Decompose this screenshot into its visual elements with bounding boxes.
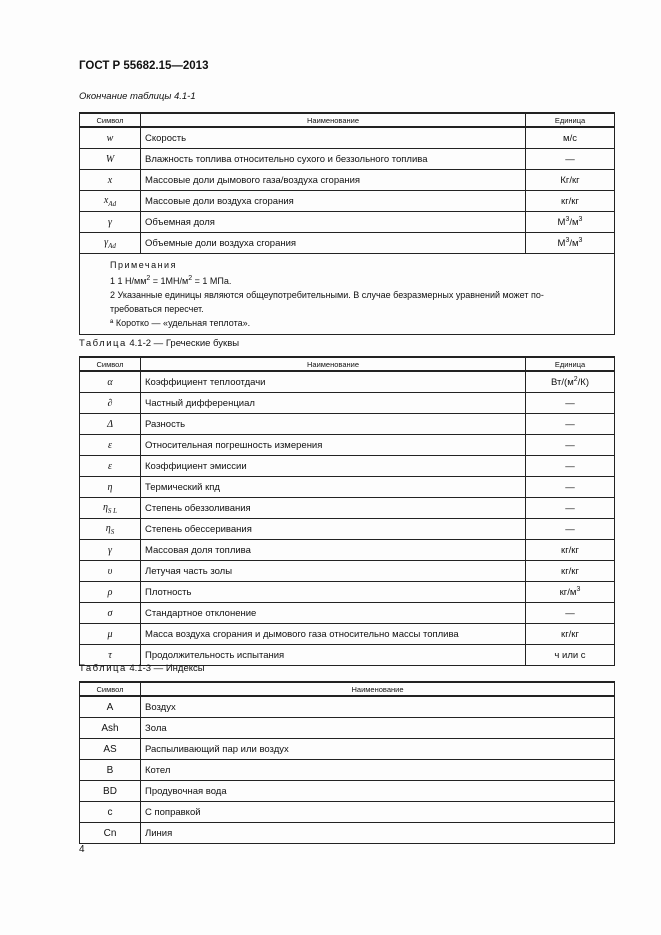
unit-cell: кг/кг	[526, 561, 615, 582]
table-row	[80, 561, 615, 582]
unit-cell: —	[526, 603, 615, 624]
symbol-cell: B	[80, 760, 141, 781]
unit-cell: $кг/м^3$	[526, 582, 615, 603]
name-cell: Объемные доли воздуха сгорания	[141, 233, 526, 254]
table-row	[80, 233, 615, 254]
unit-cell: м/с	[526, 127, 615, 149]
table-row	[80, 456, 615, 477]
col-symbol: Символ	[80, 357, 141, 371]
table-row	[80, 435, 615, 456]
symbol-cell: μ	[80, 624, 141, 645]
table-row	[80, 170, 615, 191]
unit-cell: $М^3/м^3$	[526, 233, 615, 254]
unit-cell: ч или с	[526, 645, 615, 666]
table-row	[80, 519, 615, 540]
symbol-cell: w	[80, 127, 141, 149]
unit-cell: Кг/кг	[526, 170, 615, 191]
unit-cell: —	[526, 393, 615, 414]
symbol-cell: τ	[80, 645, 141, 666]
col-name: Наименование	[141, 357, 526, 371]
symbol-cell: ∂	[80, 393, 141, 414]
symbol-cell: σ	[80, 603, 141, 624]
symbol-cell: c	[80, 802, 141, 823]
notes-title: Примечания	[110, 260, 177, 270]
symbol-cell: A	[80, 696, 141, 718]
table-row	[80, 127, 615, 149]
name-cell: Частный дифференциал	[141, 393, 526, 414]
table-row	[80, 477, 615, 498]
table2	[79, 356, 615, 666]
unit-cell: —	[526, 435, 615, 456]
col-unit: Единица	[526, 113, 615, 127]
name-cell: Воздух	[141, 696, 615, 718]
table3	[79, 681, 615, 844]
col-name: Наименование	[141, 113, 526, 127]
table2-caption: Таблица 4.1-2 — Греческие буквы	[79, 338, 240, 349]
unit-cell: —	[526, 414, 615, 435]
unit-cell: кг/кг	[526, 624, 615, 645]
table3-caption: Таблица 4.1-3 — Индексы	[79, 663, 205, 674]
name-cell: Коэффициент эмиссии	[141, 456, 526, 477]
name-cell: Стандартное отклонение	[141, 603, 526, 624]
symbol-cell: Ash	[80, 718, 141, 739]
col-symbol: Символ	[80, 113, 141, 127]
table-row	[80, 781, 615, 802]
table-row	[80, 498, 615, 519]
table-row	[80, 191, 615, 212]
name-cell: Массовые доли воздуха сгорания	[141, 191, 526, 212]
symbol-cell: x	[80, 170, 141, 191]
symbol-cell: $\gamma_{Ad}$	[80, 233, 141, 254]
symbol-cell: $x_{Ad}$	[80, 191, 141, 212]
note-3: ª Коротко — «удельная теплота».	[110, 318, 251, 328]
unit-cell: кг/кг	[526, 540, 615, 561]
table-row	[80, 603, 615, 624]
symbol-cell: Cn	[80, 823, 141, 844]
table-row	[80, 624, 615, 645]
symbol-cell: η	[80, 477, 141, 498]
unit-cell: —	[526, 477, 615, 498]
table-row	[80, 823, 615, 844]
table-row	[80, 802, 615, 823]
symbol-cell: α	[80, 371, 141, 393]
col-symbol: Символ	[80, 682, 141, 696]
name-cell: Степень обеззоливания	[141, 498, 526, 519]
unit-cell: —	[526, 149, 615, 170]
name-cell: Коэффициент теплоотдачи	[141, 371, 526, 393]
unit-cell: $Вт/(м^2/К)$	[526, 371, 615, 393]
table-row	[80, 212, 615, 233]
name-cell: Относительная погрешность измерения	[141, 435, 526, 456]
symbol-cell: ε	[80, 435, 141, 456]
unit-cell: кг/кг	[526, 191, 615, 212]
name-cell: С поправкой	[141, 802, 615, 823]
table-row	[80, 582, 615, 603]
table-row	[80, 540, 615, 561]
table-row	[80, 760, 615, 781]
name-cell: Летучая часть золы	[141, 561, 526, 582]
table-row	[80, 739, 615, 760]
symbol-cell: W	[80, 149, 141, 170]
table-row	[80, 718, 615, 739]
note-2: 2 Указанные единицы являются общеупотребительными. В случае безразмерных уравнений может по-требоваться пересчет.	[110, 290, 544, 314]
symbol-cell: ε	[80, 456, 141, 477]
table-row	[80, 371, 615, 393]
unit-cell: —	[526, 456, 615, 477]
name-cell: Линия	[141, 823, 615, 844]
symbol-cell: BD	[80, 781, 141, 802]
name-cell: Термический кпд	[141, 477, 526, 498]
symbol-cell: $\eta_S$	[80, 519, 141, 540]
name-cell: Влажность топлива относительно сухого и беззольного топлива	[141, 149, 526, 170]
symbol-cell: γ	[80, 540, 141, 561]
table-row	[80, 393, 615, 414]
page-number: 4	[79, 844, 85, 855]
table1	[79, 112, 615, 335]
symbol-cell: γ	[80, 212, 141, 233]
name-cell: Распыливающий пар или воздух	[141, 739, 615, 760]
table-row	[80, 696, 615, 718]
symbol-cell: $\eta_{S L}$	[80, 498, 141, 519]
name-cell: Скорость	[141, 127, 526, 149]
name-cell: Продолжительность испытания	[141, 645, 526, 666]
document-header: ГОСТ Р 55682.15—2013	[79, 60, 209, 72]
unit-cell: $М^3/м^3$	[526, 212, 615, 233]
name-cell: Зола	[141, 718, 615, 739]
table1-notes	[80, 254, 615, 335]
table1-caption: Окончание таблицы 4.1-1	[79, 91, 196, 102]
name-cell: Продувочная вода	[141, 781, 615, 802]
unit-cell: —	[526, 519, 615, 540]
symbol-cell: Δ	[80, 414, 141, 435]
col-unit: Единица	[526, 357, 615, 371]
name-cell: Разность	[141, 414, 526, 435]
name-cell: Массовая доля топлива	[141, 540, 526, 561]
note-1: 1 1 $Н/мм^2 = 1МН/м^2 = 1$ МПа.	[110, 275, 232, 286]
col-name: Наименование	[141, 682, 615, 696]
name-cell: Плотность	[141, 582, 526, 603]
table-row	[80, 149, 615, 170]
symbol-cell: AS	[80, 739, 141, 760]
name-cell: Котел	[141, 760, 615, 781]
symbol-cell: υ	[80, 561, 141, 582]
symbol-cell: ρ	[80, 582, 141, 603]
unit-cell: —	[526, 498, 615, 519]
name-cell: Объемная доля	[141, 212, 526, 233]
name-cell: Масса воздуха сгорания и дымового газа относительно массы топлива	[141, 624, 526, 645]
name-cell: Массовые доли дымового газа/воздуха сгорания	[141, 170, 526, 191]
table-row	[80, 414, 615, 435]
name-cell: Степень обессеривания	[141, 519, 526, 540]
